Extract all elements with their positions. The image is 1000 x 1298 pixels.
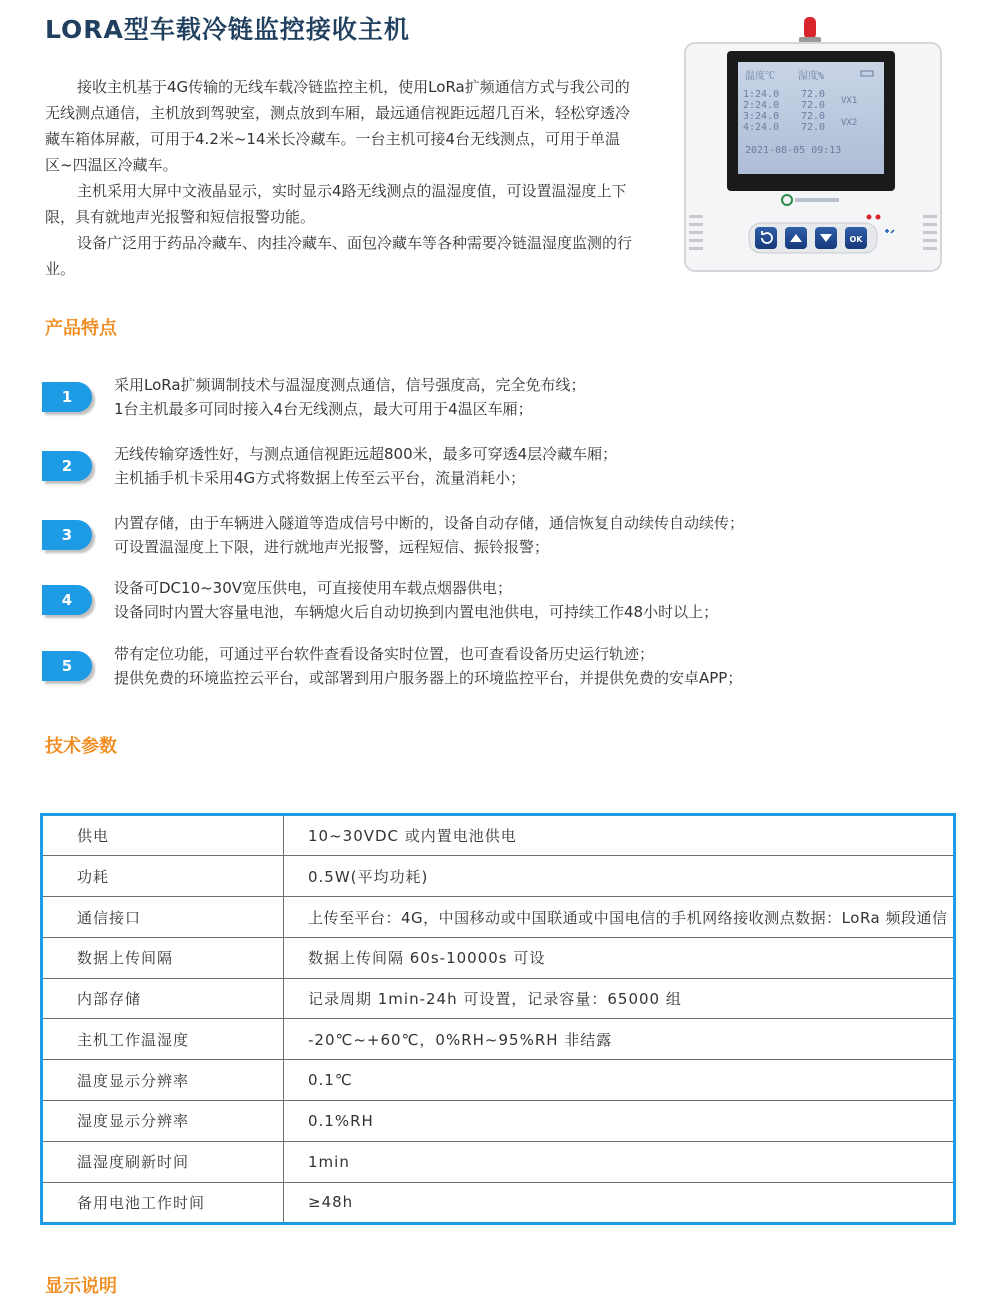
table-row <box>43 1060 953 1101</box>
spec-name: 温度显示分辨率 <box>43 1060 284 1101</box>
feature-text: 提供免费的环境监控云平台，或部署到用户服务器上的环境监控平台，并提供免费的安卓APP； <box>114 669 743 687</box>
spec-name: 温湿度刷新时间 <box>43 1141 284 1182</box>
feature-text: 可设置温湿度上下限，进行就地声光报警，远程短信、振铃报警； <box>114 538 550 556</box>
spec-name: 功耗 <box>43 856 284 897</box>
spec-name: 供电 <box>43 816 284 856</box>
spec-name: 备用电池工作时间 <box>43 1182 284 1222</box>
back-button <box>755 227 777 249</box>
lcd-row-temp: 2:24.0 <box>743 100 780 111</box>
feature-item <box>42 514 972 574</box>
table-row <box>43 816 953 856</box>
feature-item <box>42 579 972 639</box>
spec-table <box>40 813 956 1225</box>
table-row <box>43 937 953 978</box>
spec-value: 0.5W(平均功耗) <box>284 856 954 897</box>
lcd-tag: VX2 <box>841 118 858 128</box>
feature-text: 采用LoRa扩频调制技术与温湿度测点通信，信号强度高，完全免布线； <box>114 376 586 394</box>
spec-value: 0.1%RH <box>284 1101 954 1142</box>
ok-button <box>845 227 867 249</box>
spec-name: 内部存储 <box>43 978 284 1019</box>
spec-value: 记录周期 1min-24h 可设置，记录容量：65000 组 <box>284 978 954 1019</box>
lcd-row-hum: 72.0 <box>801 89 826 100</box>
feature-text: 1台主机最多可同时接入4台无线测点，最大可用于4温区车厢； <box>114 400 533 418</box>
spec-value: ≥48h <box>284 1182 954 1222</box>
feature-text: 无线传输穿透性好，与测点通信视距远超800米，最多可穿透4层冷藏车厢； <box>114 445 618 463</box>
intro-paragraph: 主机采用大屏中文液晶显示，实时显示4路无线测点的温湿度值，可设置温湿度上下限，具有就地声光报警和短信报警功能。 <box>45 182 627 226</box>
down-button <box>815 227 837 249</box>
feature-item <box>42 645 972 705</box>
lcd-header-temp: 温度℃ <box>745 71 775 82</box>
section-title-display: 显示说明 <box>45 1276 117 1297</box>
lcd-row-hum: 72.0 <box>801 100 826 111</box>
spec-name: 湿度显示分辨率 <box>43 1101 284 1142</box>
led-indicator <box>867 215 872 220</box>
device-image <box>683 15 943 275</box>
spec-name: 数据上传间隔 <box>43 937 284 978</box>
table-row <box>43 1101 953 1142</box>
feature-number-badge: 1 <box>42 382 92 412</box>
lcd-row-hum: 72.0 <box>801 111 826 122</box>
lcd-row-hum: 72.0 <box>801 122 826 133</box>
feature-item <box>42 376 972 436</box>
spec-value: 上传至平台：4G，中国移动或中国联通或中国电信的手机网络接收测点数据：LoRa 频段通信 <box>284 897 954 938</box>
table-row <box>43 1182 953 1222</box>
section-title-features: 产品特点 <box>45 318 117 339</box>
table-row <box>43 1019 953 1060</box>
feature-number-badge: 4 <box>42 585 92 615</box>
feature-text: 带有定位功能，可通过平台软件查看设备实时位置，也可查看设备历史运行轨迹； <box>114 645 655 663</box>
page-title: LORA型车载冷链监控接收主机 <box>45 15 410 44</box>
led-indicator <box>876 215 881 220</box>
spec-value: 10~30VDC 或内置电池供电 <box>284 816 954 856</box>
feature-text: 主机插手机卡采用4G方式将数据上传至云平台，流量消耗小； <box>114 469 526 487</box>
table-row <box>43 978 953 1019</box>
spec-name: 通信接口 <box>43 897 284 938</box>
section-title-specs: 技术参数 <box>45 736 117 757</box>
lcd-tag: VX1 <box>841 96 858 106</box>
spec-value: -20℃~+60℃，0%RH~95%RH 非结露 <box>284 1019 954 1060</box>
feature-text: 内置存储，由于车辆进入隧道等造成信号中断的，设备自动存储，通信恢复自动续传自动续传； <box>114 514 745 532</box>
spec-value: 1min <box>284 1141 954 1182</box>
intro-text <box>45 74 635 282</box>
lcd-row-temp: 3:24.0 <box>743 111 780 122</box>
lcd-header-hum: 湿度% <box>798 71 825 82</box>
feature-text: 设备同时内置大容量电池，车辆熄火后自动切换到内置电池供电，可持续工作48小时以上； <box>114 603 719 621</box>
spec-value: 数据上传间隔 60s-10000s 可设 <box>284 937 954 978</box>
feature-item <box>42 445 972 505</box>
up-button <box>785 227 807 249</box>
intro-paragraph: 设备广泛用于药品冷藏车、肉挂冷藏车、面包冷藏车等各种需要冷链温湿度监测的行业。 <box>45 234 633 278</box>
lcd-row-temp: 1:24.0 <box>743 89 780 100</box>
feature-number-badge: 5 <box>42 651 92 681</box>
spec-name: 主机工作温湿度 <box>43 1019 284 1060</box>
feature-text: 设备可DC10~30V宽压供电，可直接使用车载点烟器供电； <box>114 579 513 597</box>
lcd-row-temp: 4:24.0 <box>743 122 780 133</box>
table-row <box>43 1141 953 1182</box>
ok-label: OK <box>849 235 863 244</box>
feature-number-badge: 2 <box>42 451 92 481</box>
table-row <box>43 856 953 897</box>
spec-value: 0.1℃ <box>284 1060 954 1101</box>
alarm-light <box>804 17 816 39</box>
intro-paragraph: 接收主机基于4G传输的无线车载冷链监控主机，使用LoRa扩频通信方式与我公司的无线测点通信，主机放到驾驶室，测点放到车厢，最远通信视距远超几百米，轻松穿透冷藏车箱体屏蔽，可用于4.2米~14米长冷藏车。一台主机可接4台无线测点，可用于单温区~四温区冷藏车。 <box>45 78 631 174</box>
table-row <box>43 897 953 938</box>
lcd-datetime: 2021-08-05 09:13 <box>745 145 842 156</box>
feature-number-badge: 3 <box>42 520 92 550</box>
